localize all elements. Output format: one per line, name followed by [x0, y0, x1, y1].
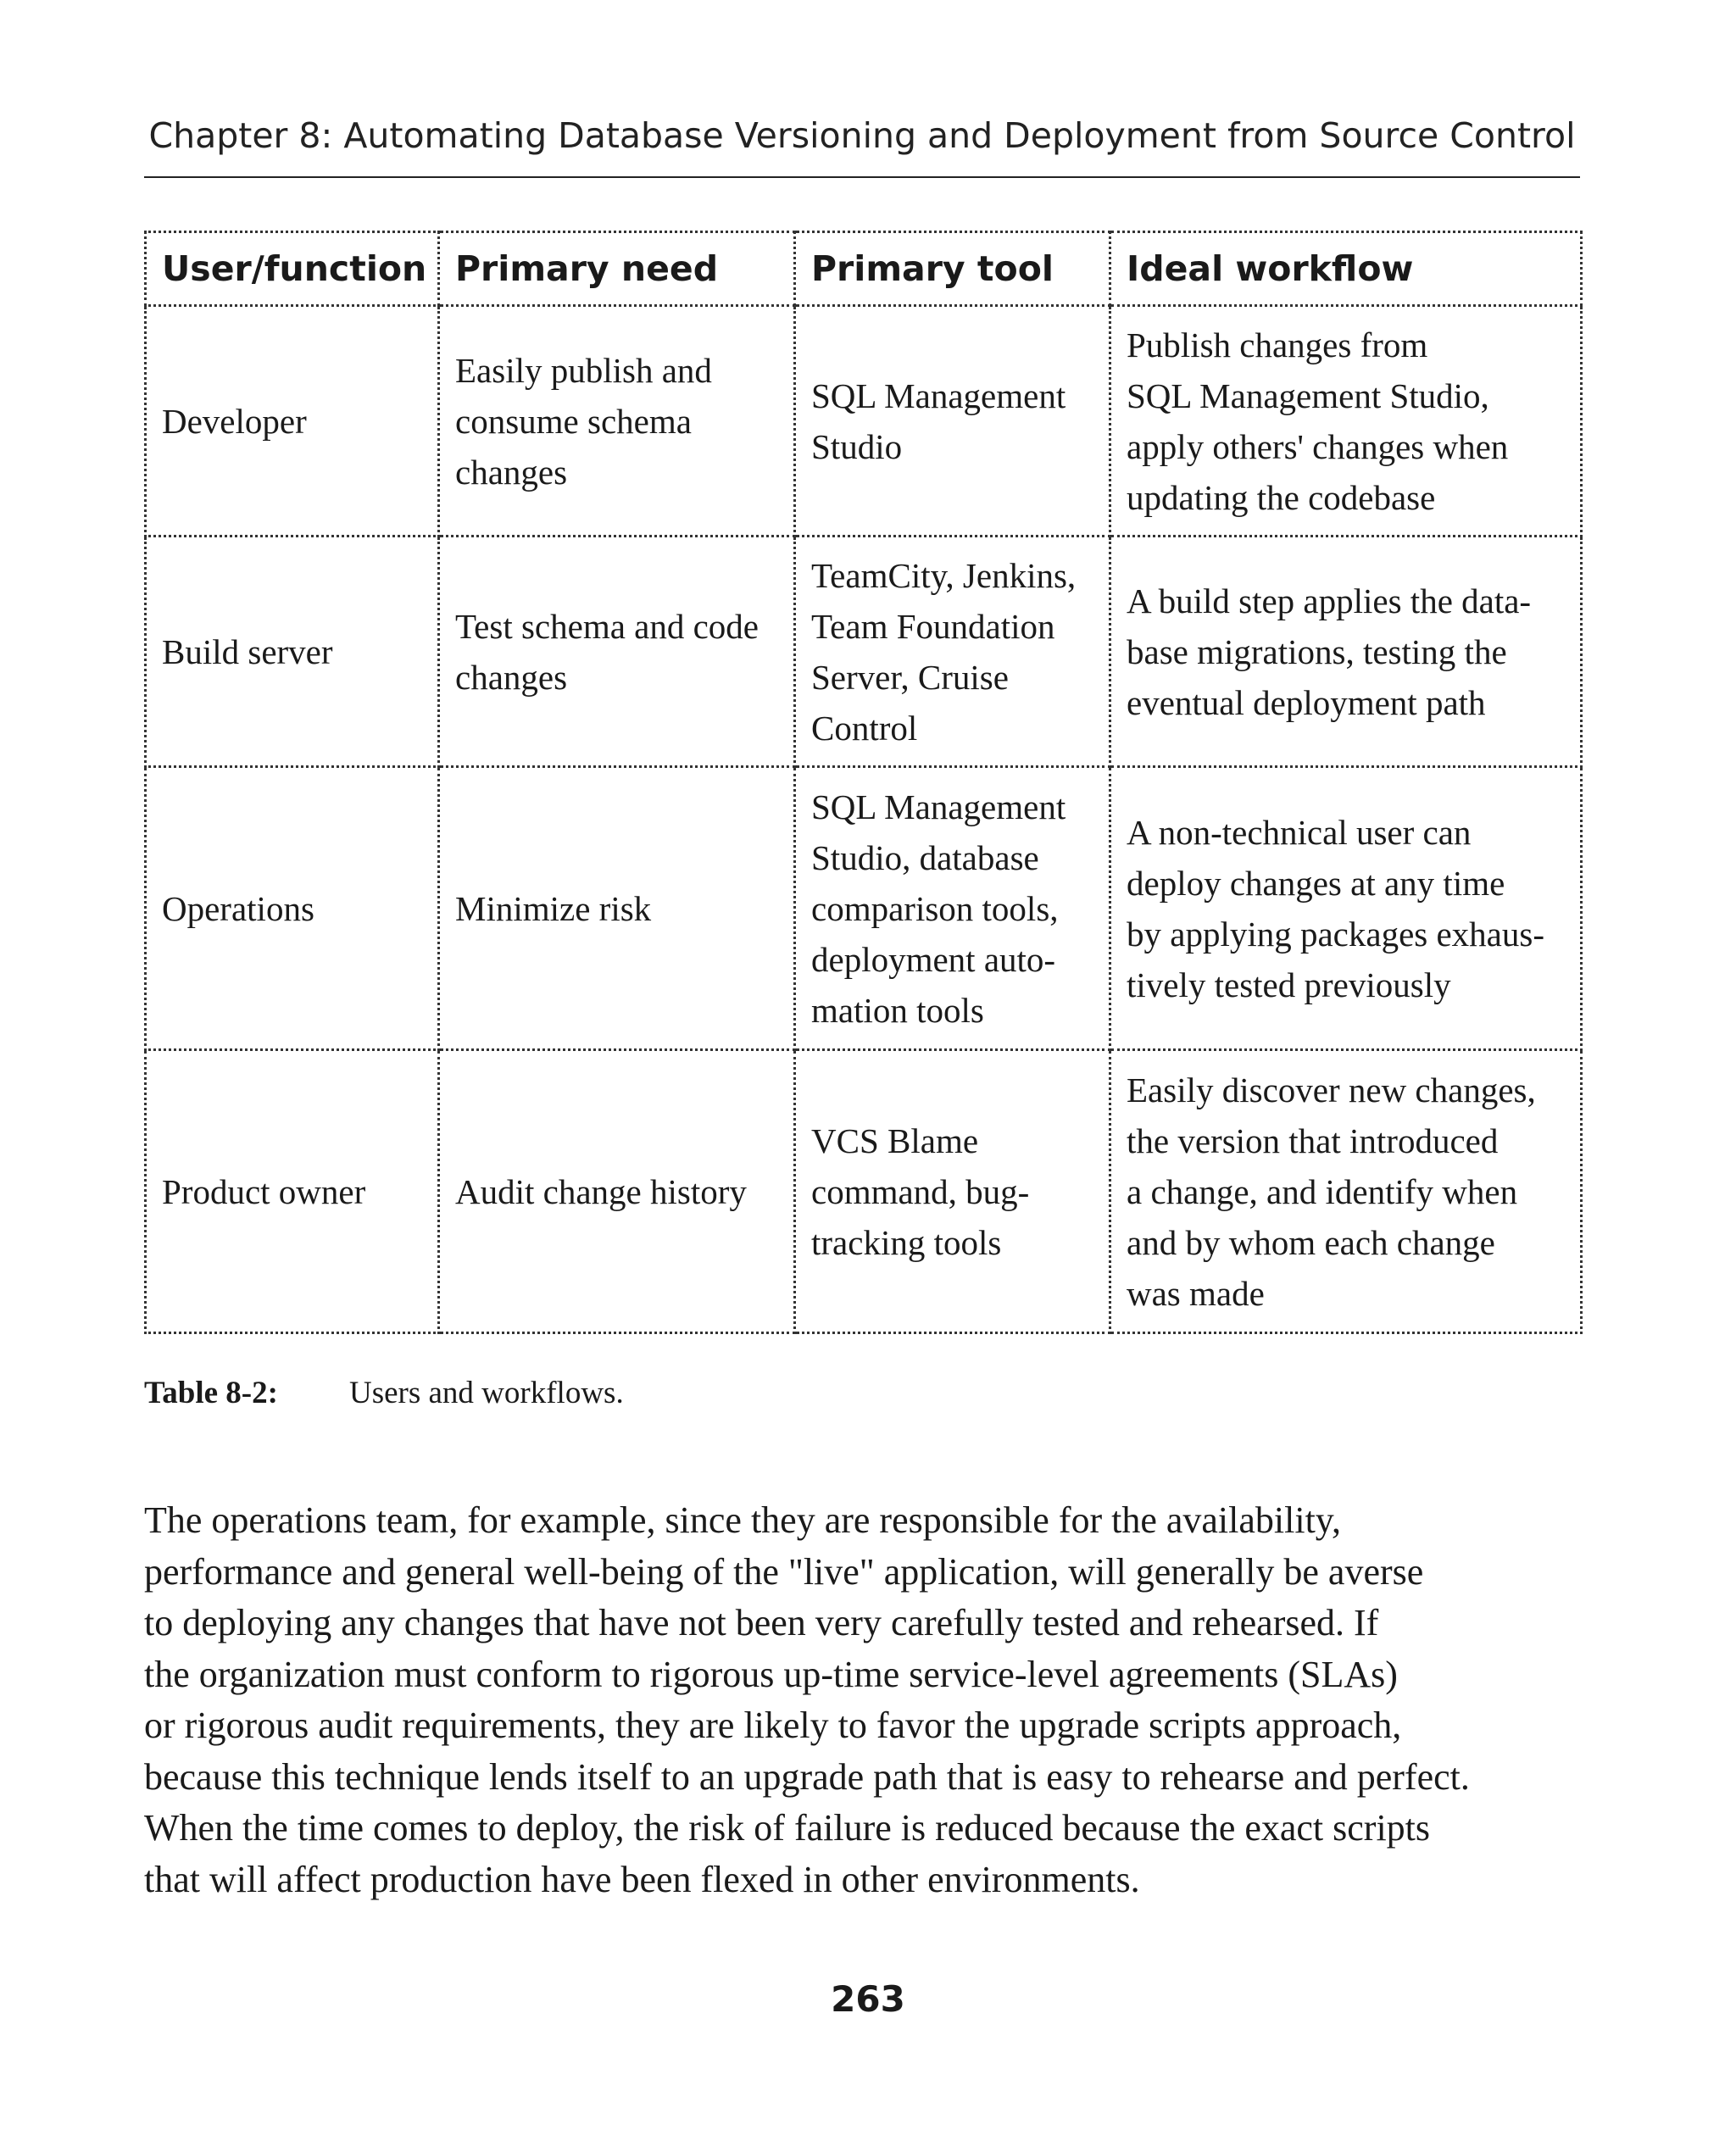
cell-line: SQL Management [811, 375, 1066, 415]
cell-line: Operations [162, 888, 314, 928]
cell-tool [795, 767, 1110, 1050]
cell-need [439, 1050, 795, 1333]
cell-line: A non-technical user can [1127, 812, 1472, 852]
cell-line: consume schema [455, 401, 692, 441]
table-row [146, 537, 1582, 767]
body-paragraph [144, 1495, 1602, 1905]
cell-line: apply others' changes when [1127, 426, 1509, 466]
cell-need [439, 767, 795, 1050]
table-row [146, 767, 1582, 1050]
cell-line: tracking tools [811, 1222, 1002, 1262]
cell-workflow [1110, 767, 1582, 1050]
cell-line: Product owner [162, 1171, 366, 1211]
column-header-ideal-workflow: Ideal workflow [1110, 232, 1582, 306]
cell-line: Team Foundation [811, 606, 1055, 646]
page-number: 263 [831, 1978, 905, 2020]
cell-line: the version that introduced [1127, 1121, 1499, 1160]
header-rule [144, 176, 1580, 178]
column-header-primary-tool: Primary tool [795, 232, 1110, 306]
table-caption [144, 1375, 624, 1411]
cell-line: Audit change history [455, 1171, 747, 1211]
cell-user [146, 306, 439, 537]
cell-line: updating the codebase [1127, 477, 1436, 517]
cell-line: Control [811, 708, 918, 748]
paragraph-line: the organization must conform to rigorous up-time service-level agreements (SLAs) [144, 1653, 1398, 1695]
caption-label: Table 8-2: [144, 1376, 278, 1410]
cell-line: tively tested previously [1127, 965, 1451, 1004]
cell-need [439, 306, 795, 537]
running-header: Chapter 8: Automating Database Versioning and Deployment from Source Control [148, 115, 1576, 156]
cell-line: and by whom each change [1127, 1222, 1495, 1262]
cell-workflow [1110, 537, 1582, 767]
cell-user [146, 767, 439, 1050]
cell-line: Server, Cruise [811, 657, 1009, 697]
cell-line: was made [1127, 1273, 1265, 1313]
cell-line: Publish changes from [1127, 325, 1428, 364]
cell-line: Developer [162, 401, 307, 441]
paragraph-line: to deploying any changes that have not been very carefully tested and rehearsed. If [144, 1602, 1379, 1643]
cell-line: A build step applies the data- [1127, 581, 1532, 620]
cell-line: deploy changes at any time [1127, 863, 1505, 903]
users-workflows-table [144, 231, 1583, 1334]
cell-line: Minimize risk [455, 888, 652, 928]
cell-tool [795, 1050, 1110, 1333]
cell-line: base migrations, testing the [1127, 631, 1507, 671]
cell-line: eventual deployment path [1127, 682, 1486, 722]
cell-line: VCS Blame [811, 1121, 979, 1160]
paragraph-line: performance and general well-being of the "live" application, will generally be averse [144, 1550, 1424, 1593]
cell-line: Easily discover new changes, [1127, 1070, 1536, 1109]
caption-text: Users and workflows. [349, 1376, 624, 1410]
cell-user [146, 1050, 439, 1333]
cell-line: by applying packages exhaus- [1127, 914, 1544, 954]
table-header-row [146, 232, 1582, 306]
cell-line: mation tools [811, 990, 984, 1030]
cell-line: SQL Management Studio, [1127, 375, 1489, 415]
table-row [146, 1050, 1582, 1333]
paragraph-line: The operations team, for example, since they are responsible for the availability, [144, 1499, 1341, 1541]
cell-line: command, bug- [811, 1171, 1030, 1211]
cell-tool [795, 537, 1110, 767]
cell-line: Easily publish and [455, 350, 712, 390]
cell-line: SQL Management [811, 787, 1066, 826]
cell-line: Studio, database [811, 837, 1039, 877]
cell-line: comparison tools, [811, 888, 1059, 928]
column-header-user-function: User/function [146, 232, 439, 306]
cell-line: Studio [811, 426, 903, 466]
cell-tool [795, 306, 1110, 537]
cell-need [439, 537, 795, 767]
column-header-primary-need: Primary need [439, 232, 795, 306]
cell-line: Test schema and code [455, 606, 760, 646]
cell-line: deployment auto- [811, 939, 1056, 979]
paragraph-line: or rigorous audit requirements, they are likely to favor the upgrade scripts approach, [144, 1704, 1402, 1746]
paragraph-line: that will affect production have been flexed in other environments. [144, 1858, 1140, 1900]
cell-line: a change, and identify when [1127, 1171, 1518, 1211]
cell-user [146, 537, 439, 767]
cell-line: changes [455, 657, 568, 697]
cell-workflow [1110, 306, 1582, 537]
paragraph-line: When the time comes to deploy, the risk of failure is reduced because the exact scripts [144, 1807, 1431, 1849]
cell-line: TeamCity, Jenkins, [811, 555, 1077, 595]
cell-line: changes [455, 452, 568, 492]
table-row [146, 306, 1582, 537]
cell-line: Build server [162, 631, 333, 671]
paragraph-line: because this technique lends itself to an upgrade path that is easy to rehearse and perfect. [144, 1755, 1470, 1798]
cell-workflow [1110, 1050, 1582, 1333]
